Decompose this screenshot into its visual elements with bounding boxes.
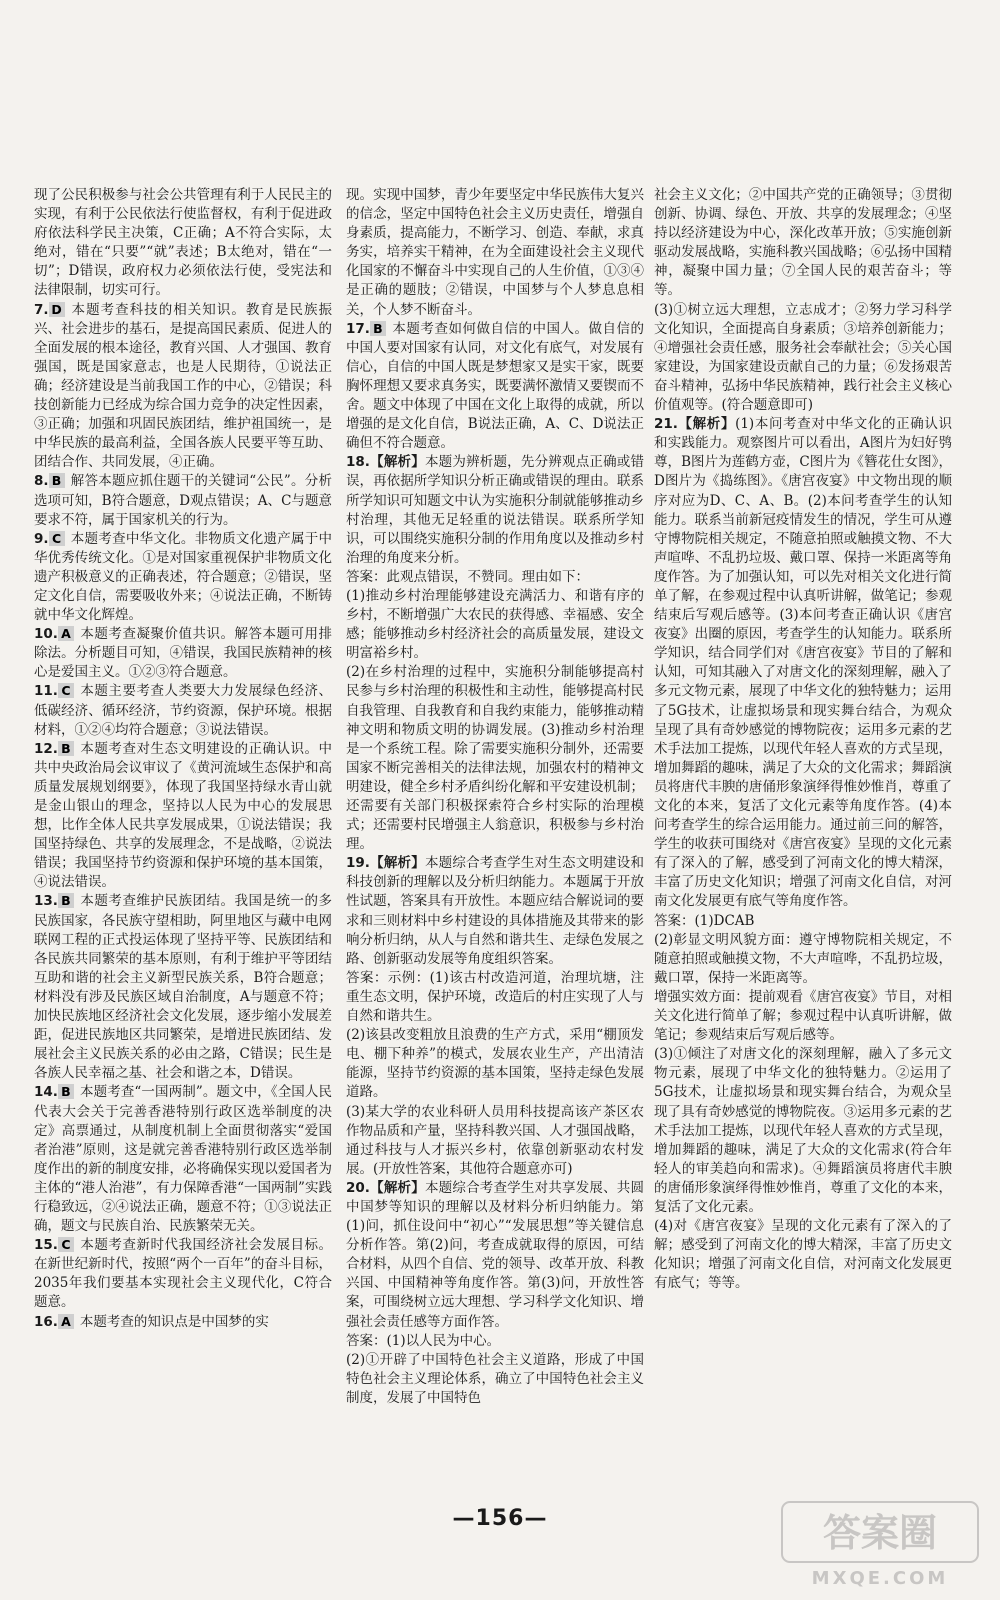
answer-choice-badge: A: [58, 1314, 74, 1329]
question-number: 21.: [654, 416, 678, 433]
explanation-text: 本题考查的知识点是中国梦的实: [79, 1313, 269, 1330]
answer-choice-badge: A: [58, 626, 74, 641]
explanation-text: (1)本问考查对中华文化的正确认识和实践能力。观察图片可以看出，A图片为妇好鸮尊，B图片为莲鹤方壶，C图片为《簪花仕女图》，D图片为《捣练图》。《唐宫夜宴》中文物出现的顺序对应为D、C、A、B。(2)本问考查学生的认知能力。联系当前新冠疫情发生的情况，学生可从遵守博物院相关规定，不随意拍照或触摸文物、不大声喧哗、不乱扔垃圾、戴口罩、保持一米距离等角度作答。为了加强认知，可以先对相关文化进行简单了解，在参观过程中认真听讲解，做笔记；参观结束后写观后感等。(3)本问考查正确认识《唐宫夜宴》出圈的原因，考查学生的认知能力。联系所学知识，结合同学们对《唐宫夜宴》节目的了解和认知，可知其融入了对唐文化的深刻理解，融入了多元文物元素，展现了中华文化的独特魅力；运用了5G技术，让虚拟场景和现实舞台结合，为观众呈现了具有奇妙感觉的博物院夜；运用多元素的艺术手法加工提炼，以现代年轻人喜欢的方式呈现，增加舞蹈的趣味，满足了大众的文化需求；舞蹈演员将唐代丰腴的唐俑形象演绎得惟妙惟肖，尊重了文化的本来，复活了文化元素等角度作答。(4)本问考查学生的综合运用能力。通过前三问的解答，学生的收获可围绕对《唐宫夜宴》呈现的文化元素有了深入的了解，感受到了河南文化的博大精深，丰富了历史文化知识；增强了河南文化自信，对河南文化发展更有底气等角度作答。: [654, 416, 953, 910]
column-left: [34, 186, 332, 1332]
question-answer-item: [346, 1179, 644, 1332]
answer-continuation: 现了公民积极参与社会公共管理有利于人民民主的实现，有利于公民依法行使监督权，有利于促进政府依法科学民主决策，C正确；A不符合实际，太绝对，错在“只要”“就”表述；B太绝对，错在“一切”；D错误，政府权力必须依法行使，受宪法和法律限制，切实可行。: [34, 187, 332, 299]
svg-text:MXQE.COM: MXQE.COM: [811, 1568, 949, 1589]
explanation-text: 本题考查对生态文明建设的正确认识。中共中央政治局会议审议了《黄河流域生态保护和高质量发展规划纲要》，体现了我国坚持绿水青山就是金山银山的理念，坚持以人民为中心的发展思想，比作全体人民共享发展成果，①说法错误；我国坚持绿色、共享的发展理念，不是战略，②说法错误；我国坚持节约资源和保护环境的基本国策，④说法错误。: [34, 740, 332, 891]
answer-continuation: 现。实现中国梦，青少年要坚定中华民族伟大复兴的信念，坚定中国特色社会主义历史责任，增强自身素质，提高能力，不断学习、创造、奉献，求真务实，培养实干精神，在为全面建设社会主义现代化国家的不懈奋斗中实现自己的人生价值，①③④是正确的题肢；②错误，中国梦与个人梦息息相关，个人梦不断奋斗。: [346, 187, 644, 318]
question-number: 15.: [34, 1237, 58, 1254]
question-answer-item: [34, 625, 332, 682]
answer-choice-badge: B: [58, 1084, 74, 1099]
question-answer-item: [34, 892, 332, 1083]
question-number: 14.: [34, 1084, 58, 1101]
column-right: [654, 186, 952, 1293]
question-answer-item: [346, 854, 644, 969]
question-number: 19.: [346, 855, 370, 872]
explanation-text: 本题考查“一国两制”。题文中，《全国人民代表大会关于完善香港特别行政区选举制度的决定》高票通过，从制度机制上全面贯彻落实“爱国者治港”原则，这是就完善香港特别行政区选举制度作出的新的制度安排，必将确保实现以爱国者为主体的“港人治港”，有力保障香港“一国两制”实践行稳致远，②④说法正确，题意不符；①③说法正确，题文与民族自治、民族繁荣无关。: [34, 1084, 332, 1235]
question-answer-item: [654, 415, 952, 911]
explanation-text: 解答本题应抓住题干的关键词“公民”。分析选项可知，B符合题意，D观点错误；A、C与题意要求不符，属于国家机关的行为。: [34, 473, 332, 528]
question-answer-item: [34, 682, 332, 739]
analysis-tag: 【解析】: [369, 855, 425, 872]
question-answer-item: [34, 530, 332, 625]
answer-part-3: (3)①树立远大理想，立志成才；②努力学习科学文化知识，全面提高自身素质；③培养创新能力；④增强社会责任感，服务社会奉献社会；⑤关心国家建设，为国家建设贡献自己的力量；⑥发扬艰苦奋斗精神，弘扬中华民族精神，践行社会主义核心价值观等。(符合题意即可): [654, 301, 952, 414]
answer-choice-badge: B: [370, 321, 386, 336]
explanation-text: 本题考查新时代我国经济社会发展目标。在新世纪新时代，按照“两个一百年”的奋斗目标，2035年我们要基本实现社会主义现代化，C符合题意。: [34, 1237, 332, 1311]
question-number: 20.: [346, 1179, 370, 1196]
answer-paragraph: (2)该县改变粗放且浪费的生产方式，采用“棚顶发电、棚下种养”的模式，发展农业生产，产出清洁能源，坚持节约资源的基本国策，坚持走绿色发展道路。: [346, 1027, 644, 1101]
question-number: 12.: [34, 740, 58, 757]
answer-paragraph: (2)①开辟了中国特色社会主义道路，形成了中国特色社会主义理论体系，确立了中国特色社会主义制度，发展了中国特色: [346, 1351, 644, 1406]
answer-paragraph: (1)推动乡村治理能够建设充满活力、和谐有序的乡村，不断增强广大农民的获得感、幸福感、安全感；能够推动乡村经济社会的高质量发展，建设文明富裕乡村。: [346, 587, 644, 662]
question-answer-item: [34, 740, 332, 893]
question-answer-item: [34, 1236, 332, 1312]
question-number: 10.: [34, 626, 58, 643]
answer-paragraph: 答案：示例：(1)该古村改造河道，治理坑塘，注重生态文明，保护环境，改造后的村庄实现了人与自然和谐共生。: [346, 969, 644, 1025]
watermark-logo: [780, 1500, 980, 1590]
question-number: 11.: [34, 683, 58, 700]
answer-paragraph: (2)彰显文明风貌方面：遵守博物院相关规定，不随意拍照或触摸文物，不大声喧哗，不乱扔垃圾，戴口罩，保持一米距离等。: [654, 931, 952, 986]
answer-continuation: 社会主义文化；②中国共产党的正确领导；③贯彻创新、协调、绿色、开放、共享的发展理念；④坚持以经济建设为中心，深化改革开放；⑤实施创新驱动发展战略，实施科教兴国战略；⑥弘扬中国精神，凝聚中国力量；⑦全国人民的艰苦奋斗；等等。: [654, 187, 952, 299]
answer-choice-badge: C: [58, 683, 74, 698]
explanation-text: 本题考查科技的相关知识。教育是民族振兴、社会进步的基石，是提高国民素质、促进人的全面发展的根本途径，教育兴国、人才强国、教育强国，既是国家意志，也是人民期待，①说法正确；经济建设是当前我国工作的中心，②错误；科技创新能力已经成为综合国力竞争的决定性因素，③正确；加强和巩固民族团结，维护祖国统一，是中华民族的最高利益，全国各族人民要平等互助、团结合作、共同发展，④正确。: [34, 301, 332, 471]
explanation-text: 本题综合考查学生对共享发展、共圆中国梦等知识的理解以及材料分析归纳能力。第(1)问，抓住设问中“初心”“发展思想”等关键信息分析作答。第(2)问，考查成就取得的原因，可结合材料，从四个自信、党的领导、改革开放、科教兴国、中国精神等角度作答。第(3)问，开放性答案，可围绕树立远大理想、学习科学文化知识、增强社会责任感等方面作答。: [346, 1179, 645, 1330]
svg-text:答案圈: 答案圈: [822, 1511, 938, 1555]
answer-choice-badge: C: [49, 531, 65, 546]
column-middle: [346, 186, 644, 1408]
question-answer-item: [34, 1083, 332, 1236]
explanation-text: 本题考查凝聚价值共识。解答本题可用排除法。分析题目可知，④错误，我国民族精神的核心是爱国主义。①②③符合题意。: [34, 626, 332, 681]
question-number: 17.: [346, 320, 370, 337]
question-number: 18.: [346, 454, 370, 471]
question-answer-item: [346, 320, 644, 454]
answer-choice-badge: C: [58, 1237, 74, 1252]
answer-paragraph: (4)对《唐宫夜宴》呈现的文化元素有了深入的了解；感受到了河南文化的博大精深，丰富了历史文化知识；增强了河南文化自信，对河南文化发展更有底气；等等。: [654, 1218, 952, 1292]
question-answer-item: [34, 1313, 332, 1332]
answer-paragraph: (3)某大学的农业科研人员用科技提高该产茶区农作物品质和产量，坚持科教兴国、人才强国战略，通过科技与人才振兴乡村，依靠创新驱动农村发展。(开放性答案，其他符合题意亦可): [346, 1103, 644, 1177]
answer-choice-badge: D: [49, 302, 65, 317]
explanation-text: 本题考查中华文化。非物质文化遗产属于中华优秀传统文化。①是对国家重视保护非物质文化遗产积极意义的正确表述，符合题意；②错误，坚定文化自信，需要吸收外来；④说法正确，不断铸就中华文化辉煌。: [34, 530, 332, 624]
question-answer-item: [346, 453, 644, 568]
answer-paragraph: 答案：(1)以人民为中心。: [346, 1332, 501, 1349]
answer-choice-badge: B: [58, 741, 74, 756]
answer-paragraph: 答案：此观点错误，不赞同。理由如下：: [346, 568, 589, 585]
explanation-text: 本题为辨析题，先分辨观点正确或错误，再依据所学知识分析正确或错误的理由。联系所学知识可知题文中认为实施积分制就能够推动乡村治理，其他无足轻重的说法错误。联系所学知识，可以围绕实施积分制的作用角度以及推动乡村治理的角度来分析。: [346, 454, 645, 566]
question-number: 7.: [34, 301, 49, 318]
explanation-text: 本题考查维护民族团结。我国是统一的多民族国家，各民族守望相助，阿里地区与藏中电网联网工程的正式投运体现了坚持平等、民族团结和各民族共同繁荣的基本原则，有利于维护平等团结互助和谐的社会主义新型民族关系，B符合题意；材料没有涉及民族区域自治制度，A与题意不符；加快民族地区经济社会文化发展，逐步缩小发展差距，促进民族地区共同繁荣，是增进民族团结、发展社会主义民族关系的必由之路，C错误；民生是各族人民幸福之基、社会和谐之本，D错误。: [34, 893, 332, 1082]
answer-choice-badge: B: [49, 473, 65, 488]
analysis-tag: 【解析】: [677, 416, 736, 433]
question-answer-item: [34, 472, 332, 529]
question-number: 16.: [34, 1313, 58, 1330]
answer-choice-badge: B: [58, 893, 74, 908]
question-answer-item: [34, 301, 332, 473]
question-number: 9.: [34, 530, 49, 547]
page-number: —156—: [452, 1506, 548, 1531]
answer-paragraph: 增强实效方面：提前观看《唐宫夜宴》节目，对相关文化进行简单了解；参观过程中认真听讲解，做笔记；参观结束后写观后感等。: [654, 988, 952, 1044]
explanation-text: 本题主要考查人类要大力发展绿色经济、低碳经济、循环经济，节约资源，保护环境。根据材料，①②④均符合题意；③说法错误。: [34, 683, 332, 738]
analysis-tag: 【解析】: [369, 454, 425, 471]
explanation-text: 本题综合考查学生对生态文明建设和科技创新的理解以及分析归纳能力。本题属于开放性试题，答案具有开放性。本题应结合解说词的要求和三则材料中乡村建设的具体措施及其带来的影响分析归纳，从人与自然和谐共生、走绿色发展之路、创新驱动发展等角度组织答案。: [346, 855, 645, 967]
explanation-text: 本题考查如何做自信的中国人。做自信的中国人要对国家有认同，对文化有底气，对发展有信心，自信的中国人既是梦想家又是实干家，既要胸怀理想又要求真务实，既要满怀激情又要锲而不舍。题文中体现了中国在文化上取得的成就，所以增强的是文化自信，B说法正确，A、C、D说法正确但不符合题意。: [346, 320, 644, 452]
answer-paragraph: (3)①倾注了对唐文化的深刻理解，融入了多元文物元素，展现了中华文化的独特魅力。②运用了5G技术，让虚拟场景和现实舞台结合，为观众呈现了具有奇妙感觉的博物院夜。③运用多元素的艺术手法加工提炼，以现代年轻人喜欢的方式呈现，增加舞蹈的趣味，满足了大众的文化需求(符合年轻人的审美趋向和需求)。④舞蹈演员将唐代丰腴的唐俑形象演绎得惟妙惟肖，尊重了文化的本来，复活了文化元素。: [654, 1046, 952, 1215]
answer-paragraph: (2)在乡村治理的过程中，实施积分制能够提高村民参与乡村治理的积极性和主动性，能够提高村民自我管理、自我教育和自我约束能力，能够推动精神文明和物质文明的协调发展。(3)推动乡村治理是一个系统工程。除了需要实施积分制外，还需要国家不断完善相关的法律法规，加强农村的精神文明建设，健全乡村矛盾纠纷化解和平安建设机制；还需要有关部门积极探索符合乡村实际的治理模式；还需要村民增强主人翁意识，积极参与乡村治理。: [346, 664, 644, 853]
question-number: 8.: [34, 473, 49, 490]
answer-paragraph: 答案：(1)DCAB: [654, 912, 755, 929]
question-number: 13.: [34, 893, 58, 910]
analysis-tag: 【解析】: [369, 1179, 425, 1196]
